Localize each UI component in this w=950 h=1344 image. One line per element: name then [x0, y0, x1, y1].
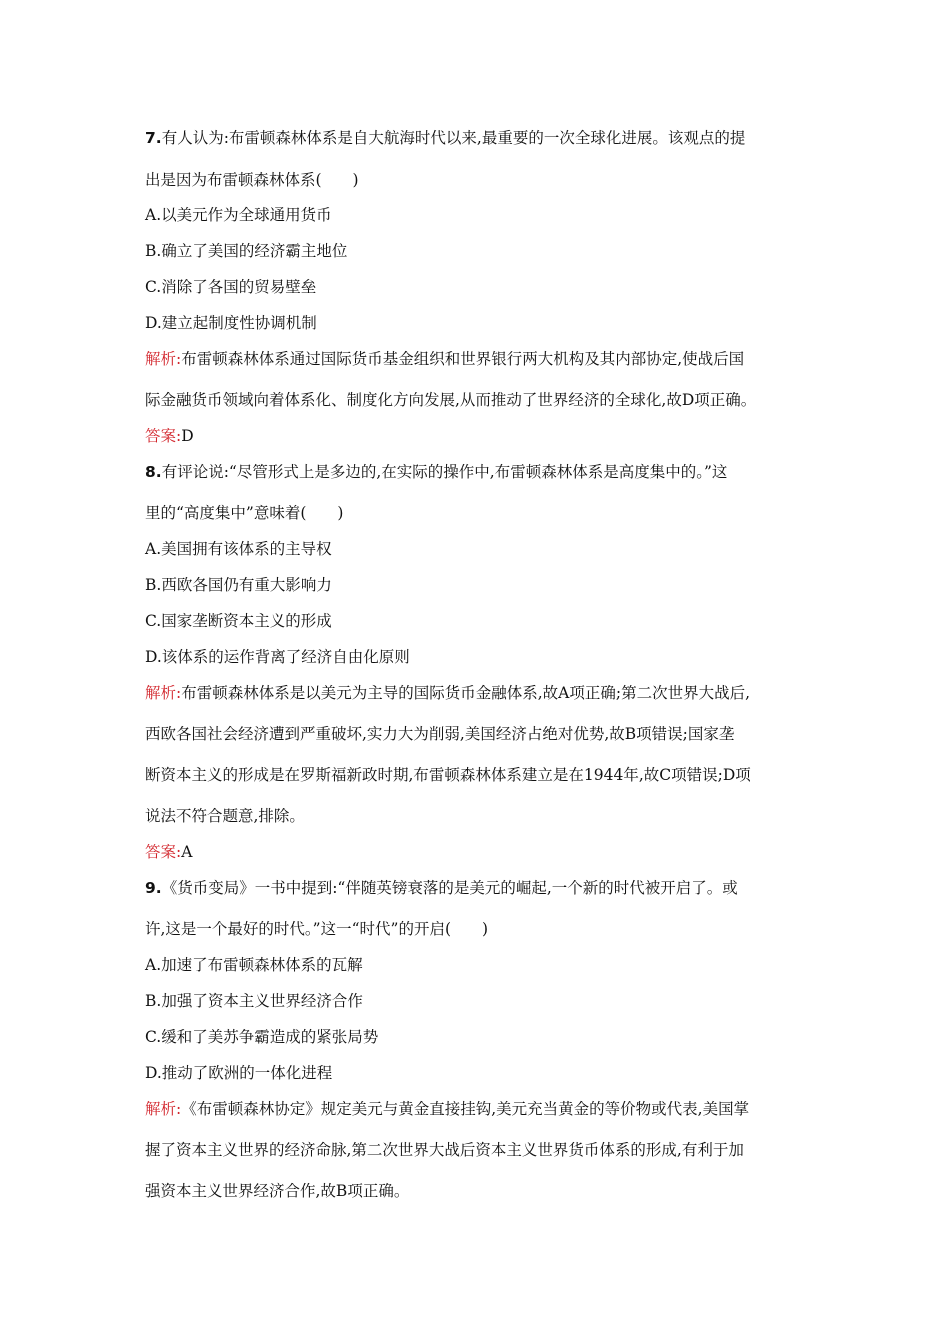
- analysis-line-1: [145, 683, 750, 703]
- option-a: A.加速了布雷顿森林体系的瓦解: [145, 956, 363, 974]
- analysis-label: 解析:: [145, 350, 182, 368]
- analysis-label: 解析:: [145, 1100, 182, 1118]
- question-8-stem-line-1: [145, 462, 727, 482]
- answer-label: 答案:: [145, 427, 182, 445]
- option-a: A.美国拥有该体系的主导权: [145, 540, 332, 558]
- option-b: B.确立了美国的经济霸主地位: [145, 242, 348, 260]
- question-7-stem-line-1: [145, 128, 745, 148]
- answer-value: D: [181, 427, 194, 445]
- answer-value: A: [181, 843, 193, 861]
- question-stem-text: 有人认为:布雷顿森林体系是自大航海时代以来,最重要的一次全球化进展。该观点的提: [161, 129, 746, 147]
- question-9-stem-line-1: [145, 878, 738, 898]
- option-d: D.建立起制度性协调机制: [145, 314, 317, 332]
- question-number: 8.: [145, 463, 162, 481]
- analysis-label: 解析:: [145, 684, 182, 702]
- analysis-line-2: 际金融货币领域向着体系化、制度化方向发展,从而推动了世界经济的全球化,故D项正确。: [145, 391, 757, 409]
- question-stem-text: 《货币变局》一书中提到:“伴随英镑衰落的是美元的崛起,一个新的时代被开启了。或: [161, 879, 738, 897]
- analysis-text: 布雷顿森林体系是以美元为主导的国际货币金融体系,故A项正确;第二次世界大战后,: [181, 684, 751, 702]
- analysis-line-2: 西欧各国社会经济遭到严重破坏,实力大为削弱,美国经济占绝对优势,故B项错误;国家垄: [145, 725, 735, 743]
- analysis-line-1: [145, 349, 744, 369]
- analysis-line-4: 说法不符合题意,排除。: [145, 807, 305, 825]
- question-stem-text: 有评论说:“尽管形式上是多边的,在实际的操作中,布雷顿森林体系是高度集中的。”这: [161, 463, 728, 481]
- question-number: 7.: [145, 129, 162, 147]
- analysis-text: 《布雷顿森林协定》规定美元与黄金直接挂钩,美元充当黄金的等价物或代表,美国掌: [181, 1100, 750, 1118]
- answer-line: [145, 426, 194, 446]
- analysis-line-1: [145, 1099, 749, 1119]
- answer-label: 答案:: [145, 843, 182, 861]
- option-b: B.加强了资本主义世界经济合作: [145, 992, 363, 1010]
- analysis-line-3: 强资本主义世界经济合作,故B项正确。: [145, 1182, 410, 1200]
- analysis-text: 布雷顿森林体系通过国际货币基金组织和世界银行两大机构及其内部协定,使战后国: [181, 350, 745, 368]
- option-c: C.消除了各国的贸易壁垒: [145, 278, 317, 296]
- option-d: D.该体系的运作背离了经济自由化原则: [145, 648, 410, 666]
- option-b: B.西欧各国仍有重大影响力: [145, 576, 332, 594]
- option-a: A.以美元作为全球通用货币: [145, 206, 332, 224]
- option-d: D.推动了欧洲的一体化进程: [145, 1064, 333, 1082]
- option-c: C.国家垄断资本主义的形成: [145, 612, 332, 630]
- analysis-line-2: 握了资本主义世界的经济命脉,第二次世界大战后资本主义世界货币体系的形成,有利于加: [145, 1141, 744, 1159]
- question-9-stem-line-2: 许,这是一个最好的时代。”这一“时代”的开启( ): [145, 920, 489, 938]
- answer-line: [145, 842, 192, 862]
- question-8-stem-line-2: 里的“高度集中”意味着( ): [145, 504, 344, 522]
- question-7-stem-line-2: 出是因为布雷顿森林体系( ): [145, 171, 359, 189]
- analysis-line-3: 断资本主义的形成是在罗斯福新政时期,布雷顿森林体系建立是在1944年,故C项错误;D项: [145, 766, 751, 784]
- option-c: C.缓和了美苏争霸造成的紧张局势: [145, 1028, 379, 1046]
- question-number: 9.: [145, 879, 162, 897]
